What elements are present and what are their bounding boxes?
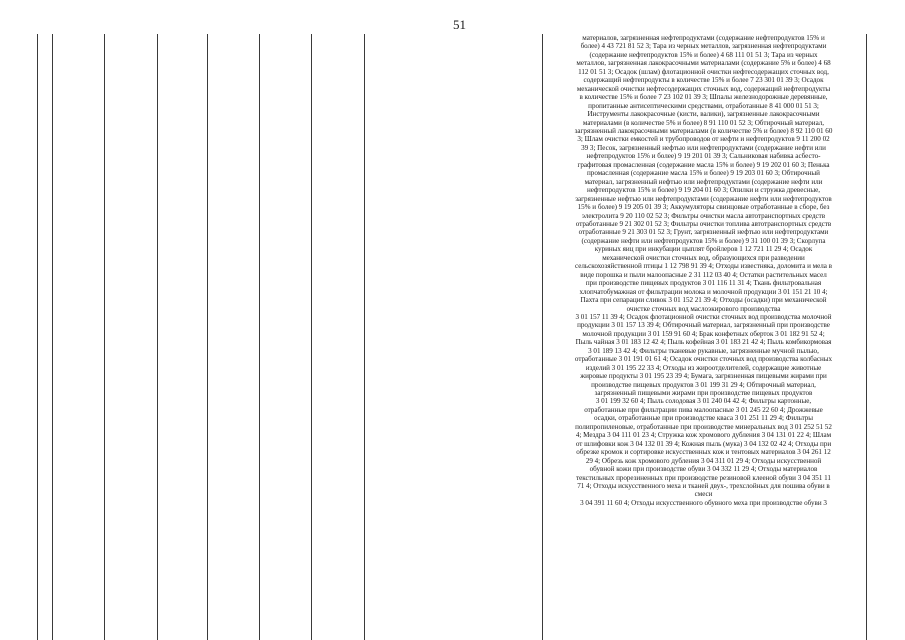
text-line: от шлифовки кож 3 04 132 01 39 4; Кожная пыль (мука) 3 04 132 02 42 4; Отходы при bbox=[575, 439, 832, 448]
text-line: осадки, отработанные при производстве кваса 3 01 251 11 29 4; Фильтры bbox=[593, 414, 814, 423]
text-line: пропитанные антисептическими средствами, отработанные 8 41 000 01 51 3; bbox=[588, 101, 819, 110]
text-line: 39 3; Песок, загрязненный нефтью или нефтепродуктами (содержание нефти или bbox=[581, 143, 826, 152]
text-line: (содержание нефти или нефтепродуктов 15% и более) 9 31 100 01 39 3; Скорлупа bbox=[581, 236, 826, 245]
text-line: отработанные при фильтрации пива малоопасные 3 01 245 22 60 4; Дрожжевые bbox=[584, 405, 823, 414]
text-line: загрязненный пищевыми жирами при производстве пищевых продуктов bbox=[594, 389, 813, 398]
text-line: загрязненный лакокрасочными материалами (в количестве 5% и более) 8 92 110 01 60 bbox=[574, 126, 833, 135]
text-line: Пахта при сепарации сливок 3 01 152 21 39 4; Отходы (осадки) при механической bbox=[580, 296, 827, 305]
table-column-rule bbox=[104, 34, 105, 640]
text-line: Инструменты лакокрасочные (кисти, валики), загрязненные лакокрасочными bbox=[587, 110, 820, 119]
text-line: куриных яиц при инкубации цыплят бройлеров 1 12 721 11 29 4; Осадок bbox=[594, 245, 813, 254]
text-line: текстильных прорезиненных при производстве резиновой клееной обуви 3 04 351 11 bbox=[576, 473, 831, 482]
text-line: 112 01 51 3; Осадок (шлам) флотационной очистки нефтесодержащих сточных вод, bbox=[578, 67, 829, 76]
text-line: в количестве 15% и более 7 23 102 01 39 3; Шпалы железнодорожные деревянные, bbox=[579, 93, 828, 102]
text-line: отработанные 9 21 303 01 52 3; Грунт, загрязненный нефтью или нефтепродуктами bbox=[578, 228, 829, 237]
text-line: 29 4; Обрезь кож хромового дубления 3 04 311 01 29 4; Отходы искусственной bbox=[585, 456, 822, 465]
text-line: материалами (в количестве 5% и более) 8 91 110 01 52 3; Обтирочный материал, bbox=[582, 118, 825, 127]
text-line: полипропиленовые, отработанные при производстве минеральных вод 3 01 252 51 52 bbox=[575, 422, 832, 431]
text-line: обрезке кромок и сортировке искусственных кож и тентовых материалов 3 04 261 12 bbox=[576, 448, 831, 457]
text-line: 4; Мездра 3 04 111 01 23 4; Стружка кож хромового дубления 3 04 131 01 22 4; Шлам bbox=[575, 431, 832, 440]
text-line: 71 4; Отходы искусственного меха и тканей двух-, трехслойных для пошива обуви в bbox=[577, 482, 830, 491]
text-line: металлов, загрязненная лакокрасочными материалами (содержание 5% и более) 4 68 bbox=[576, 59, 831, 68]
text-line: сельскохозяйственной птицы 1 12 798 91 39 4; Отходы известняка, доломита и мела в bbox=[575, 262, 832, 271]
text-line: (содержание нефтепродуктов 15% и более) 4 68 111 01 51 3; Тара из черных bbox=[589, 50, 818, 59]
table-column-rule bbox=[259, 34, 260, 640]
table-column-rule bbox=[52, 34, 53, 640]
text-line: виде порошка и пыли малоопасные 2 31 112 03 40 4; Остатки растительных масел bbox=[580, 270, 827, 279]
text-line: отработанные 9 21 302 01 52 3; Фильтры очистки топлива автотранспортных средств bbox=[575, 219, 832, 228]
text-line: Пыль чайная 3 01 183 12 42 4; Пыль кофейная 3 01 183 21 42 4; Пыль комбикормовая bbox=[575, 338, 832, 347]
text-line: 3 01 189 13 42 4; Фильтры тканевые рукавные, загрязненные мучной пылью, bbox=[588, 346, 819, 355]
text-line: 3 01 199 32 60 4; Пыль солодовая 3 01 240 04 42 4; Фильтры картонные, bbox=[595, 397, 812, 406]
text-line: 3 01 157 11 39 4; Осадок флотационной очистки сточных вод производства молочной bbox=[575, 312, 832, 321]
text-line: загрязненные нефтью или нефтепродуктами (содержание нефти или нефтепродуктов bbox=[575, 194, 832, 203]
text-line: механической очистки нефтесодержащих сточных вод, содержащий нефтепродукты bbox=[576, 84, 831, 93]
text-line: молочной продукции 3 01 159 91 60 4; Брак конфетных оберток 3 01 182 91 52 4; bbox=[582, 329, 825, 338]
text-line: 3 04 391 11 60 4; Отходы искусственного обувного меха при производстве обуви 3 bbox=[580, 498, 827, 507]
table-column-rule bbox=[311, 34, 312, 640]
text-line: отработанные 3 01 191 01 61 4; Осадок очистки сточных вод производства колбасных bbox=[574, 355, 833, 364]
text-line: механической очистки сточных вод, образующихся при разведении bbox=[602, 253, 805, 262]
text-line: промасленная (содержание масла 15% и более) 9 19 203 01 60 3; Обтирочный bbox=[587, 169, 820, 178]
text-line: хлопчатобумажная от фильтрации молока и молочной продукции 3 01 151 21 10 4; bbox=[579, 287, 828, 296]
table-column-rule bbox=[207, 34, 208, 640]
text-line: продукции 3 01 157 13 39 4; Обтирочный материал, загрязненный при производстве bbox=[577, 321, 830, 330]
text-line: производстве пищевых продуктов 3 01 199 31 29 4; Обтирочный материал, bbox=[591, 380, 816, 389]
text-line: содержащий нефтепродукты в количестве 15% и более 7 23 301 01 39 3; Осадок bbox=[583, 76, 824, 85]
text-line: графитовая промасленная (содержание масла 15% и более) 9 19 202 01 60 3; Пенька bbox=[577, 160, 830, 169]
table-column-rule bbox=[866, 34, 867, 640]
table-column-rule bbox=[157, 34, 158, 640]
text-line: нефтепродуктов 15% и более) 9 19 204 01 60 3; Опилки и стружка древесные, bbox=[586, 186, 821, 195]
text-line: очистке сточных вод маслоэкирового производства bbox=[626, 304, 781, 313]
text-line: более) 4 43 721 81 52 3; Тара из черных металлов, загрязненная нефтепродуктами bbox=[580, 42, 827, 51]
text-line: обувной кожи при производстве обуви 3 04 332 11 29 4; Отходы материалов bbox=[589, 465, 818, 474]
text-line: при производстве пищевых продуктов 3 01 116 11 31 4; Ткань фильтровальная bbox=[585, 279, 822, 288]
waste-list-text bbox=[543, 34, 864, 507]
text-line: 15% и более) 9 19 205 01 39 3; Аккумуляторы свинцовые отработанные в сборе, без bbox=[577, 203, 830, 212]
text-line: жировые продукты 3 01 195 23 39 4; Бумага, загрязненная пищевыми жирами при bbox=[580, 372, 827, 381]
text-line: смеси bbox=[694, 490, 713, 499]
text-line: 3; Шлам очистки емкостей и трубопроводов от нефти и нефтепродуктов 9 11 200 02 bbox=[577, 135, 830, 144]
text-line: изделий 3 01 195 22 33 4; Отходы из жироотделителей, содержащие животные bbox=[585, 363, 822, 372]
text-line: нефтепродуктов 15% и более) 9 19 201 01 39 3; Сальниковая набивка асбесто- bbox=[586, 152, 821, 161]
text-line: материалов, загрязненная нефтепродуктами (содержание нефтепродуктов 15% и bbox=[582, 34, 825, 42]
table-column-rule bbox=[364, 34, 365, 640]
page-number: 51 bbox=[453, 17, 466, 32]
table-column-rule bbox=[37, 34, 38, 640]
text-line: материал, загрязненный нефтью или нефтепродуктами (содержание нефти или bbox=[584, 177, 823, 186]
text-line: электролита 9 20 110 02 52 3; Фильтры очистки масла автотранспортных средств bbox=[581, 211, 826, 220]
